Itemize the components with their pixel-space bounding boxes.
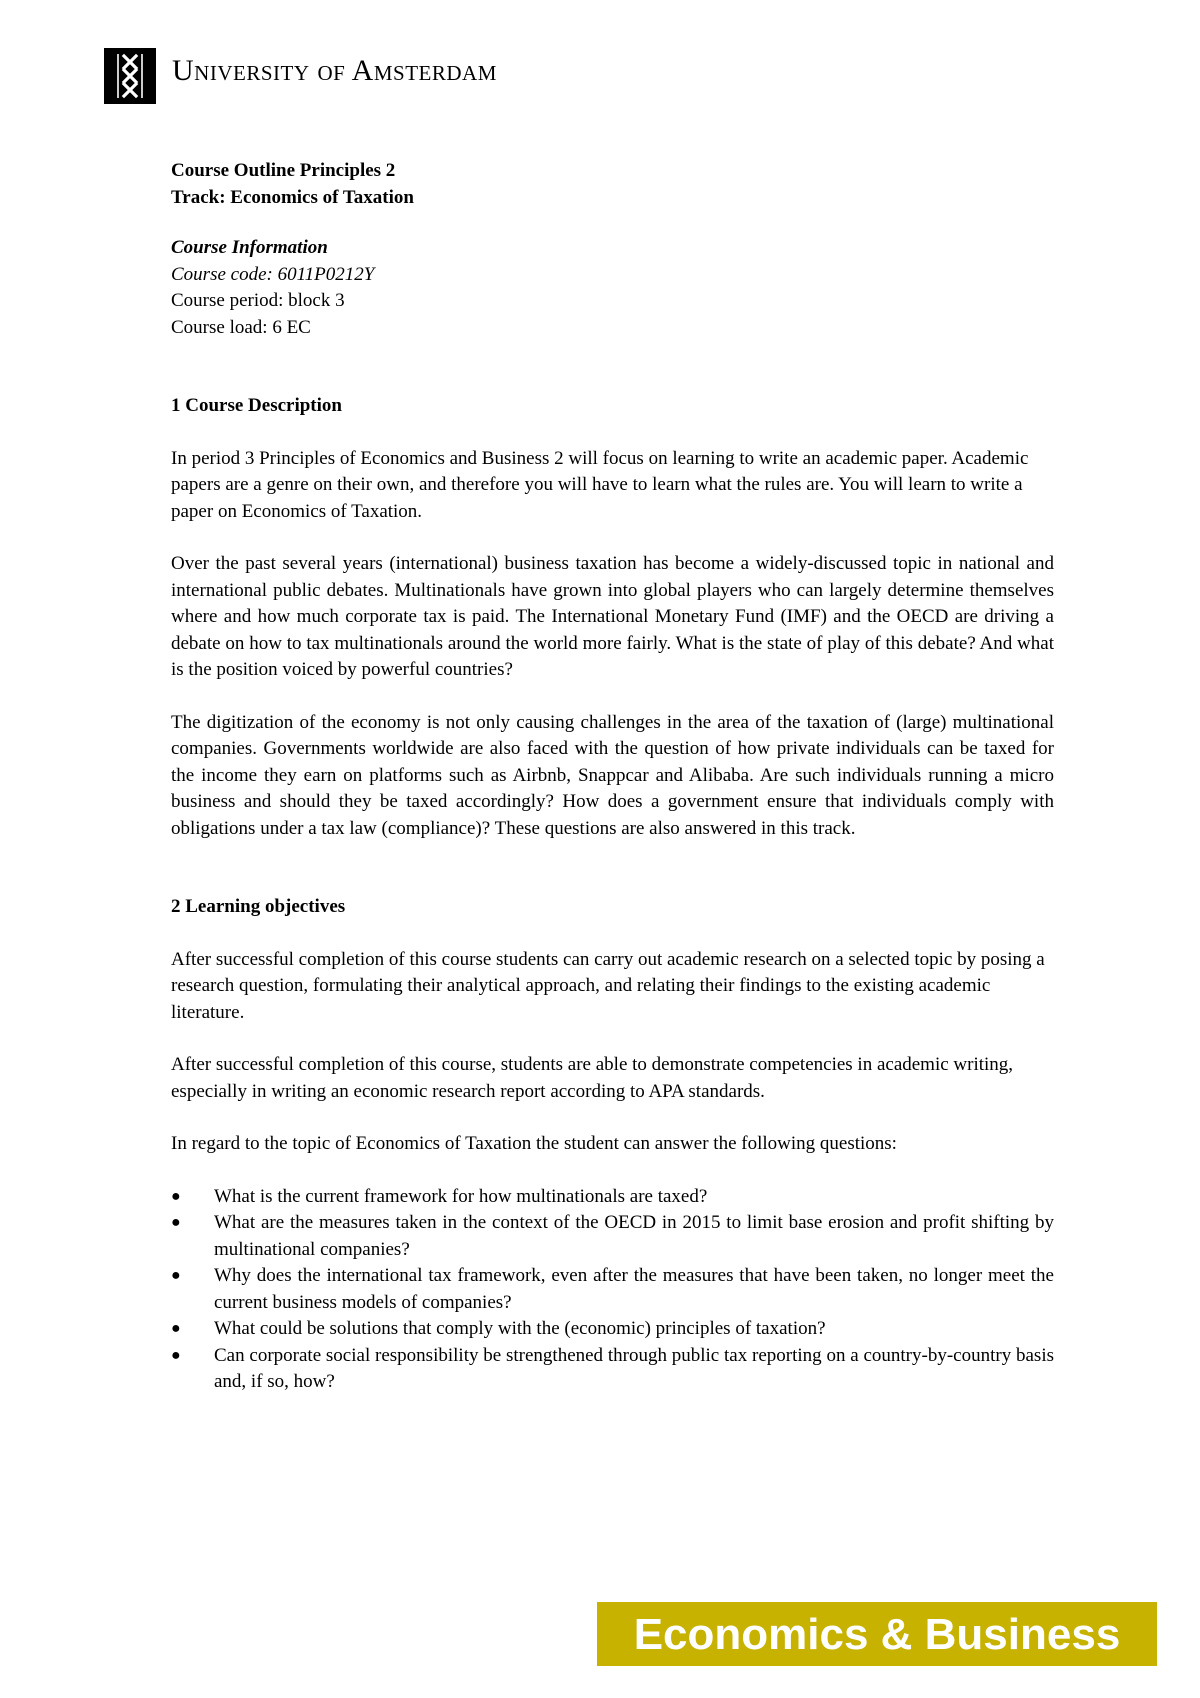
course-title: Course Outline Principles 2 <box>171 160 396 181</box>
economics-business-logo <box>597 1602 1157 1666</box>
list-item: ● Why does the international tax framework, even after the measures that have been taken, no longer meet the current business models of companies? <box>171 1265 1054 1313</box>
course-info-heading: Course Information <box>171 237 328 258</box>
document-body <box>171 158 1054 1396</box>
section-1-paragraph-3: The digitization of the economy is not only causing challenges in the area of the taxation of (large) multinational companies. Governments worldwide are also faced with the question of how private individuals can be taxed for the income they earn on platforms such as Airbnb, Snappcar and Alibaba. Are such individuals running a micro business and should they be taxed accordingly? How does a government ensure that individuals comply with obligations under a tax law (compliance)? These questions are also answered in this track. <box>171 711 1054 839</box>
section-2-paragraph-2: After successful completion of this course, students are able to demonstrate competencies in academic writing, especially in writing an economic research report according to APA standards. <box>171 1054 1014 1102</box>
track-title: Track: Economics of Taxation <box>171 186 414 208</box>
brand-banner <box>597 1602 1157 1666</box>
bullet-icon: ● <box>171 1346 181 1364</box>
learning-questions-list <box>171 1184 1054 1396</box>
course-load: Course load: 6 EC <box>171 316 311 338</box>
bullet-icon: ● <box>171 1320 181 1337</box>
section-1-paragraph-1: In period 3 Principles of Economics and Business 2 will focus on learning to write an academic paper. Academic papers are a genre on their own, and therefore you will have to learn what the rules are. You will learn to write a paper on Economics of Taxation. <box>171 447 1029 522</box>
section-2-heading: 2 Learning objectives <box>171 896 346 917</box>
list-item: ● What are the measures taken in the context of the OECD in 2015 to limit base erosion and profit shifting by multinational companies? <box>171 1212 1054 1260</box>
bullet-icon: ● <box>171 1187 181 1205</box>
section-1-paragraph-2: Over the past several years (international) business taxation has become a widely-discussed topic in national and international public debates. Multinationals have grown into global players who can largely determine themselves where and how much corporate tax is paid. The International Monetary Fund (IMF) and the OECD are driving a debate on how to tax multinationals around the world more fairly. What is the state of play of this debate? And what is the position voiced by powerful countries? <box>171 553 1054 680</box>
university-name: University of Amsterdam <box>172 54 497 87</box>
uva-xxx-shield-icon <box>104 48 156 104</box>
list-item: ● Can corporate social responsibility be strengthened through public tax reporting on a country-by-country basis and, if so, how? <box>171 1344 1054 1392</box>
section-2-paragraph-3: In regard to the topic of Economics of Taxation the student can answer the following questions: <box>171 1133 897 1154</box>
bullet-icon: ● <box>171 1214 181 1231</box>
letterhead <box>104 48 497 104</box>
course-period: Course period: block 3 <box>171 290 345 311</box>
brand-text: Economics & Business <box>633 1610 1121 1659</box>
bullet-icon: ● <box>171 1267 181 1284</box>
section-1-heading: 1 Course Description <box>171 395 342 416</box>
list-item: ● What could be solutions that comply with the (economic) principles of taxation? <box>171 1316 1054 1343</box>
course-code: Course code: 6011P0212Y <box>171 263 375 285</box>
list-item: ● What is the current framework for how multinationals are taxed? <box>171 1184 1054 1211</box>
section-2-paragraph-1: After successful completion of this course students can carry out academic research on a selected topic by posing a research question, formulating their analytical approach, and relating their findings to the existing academic literature. <box>171 948 1045 1023</box>
